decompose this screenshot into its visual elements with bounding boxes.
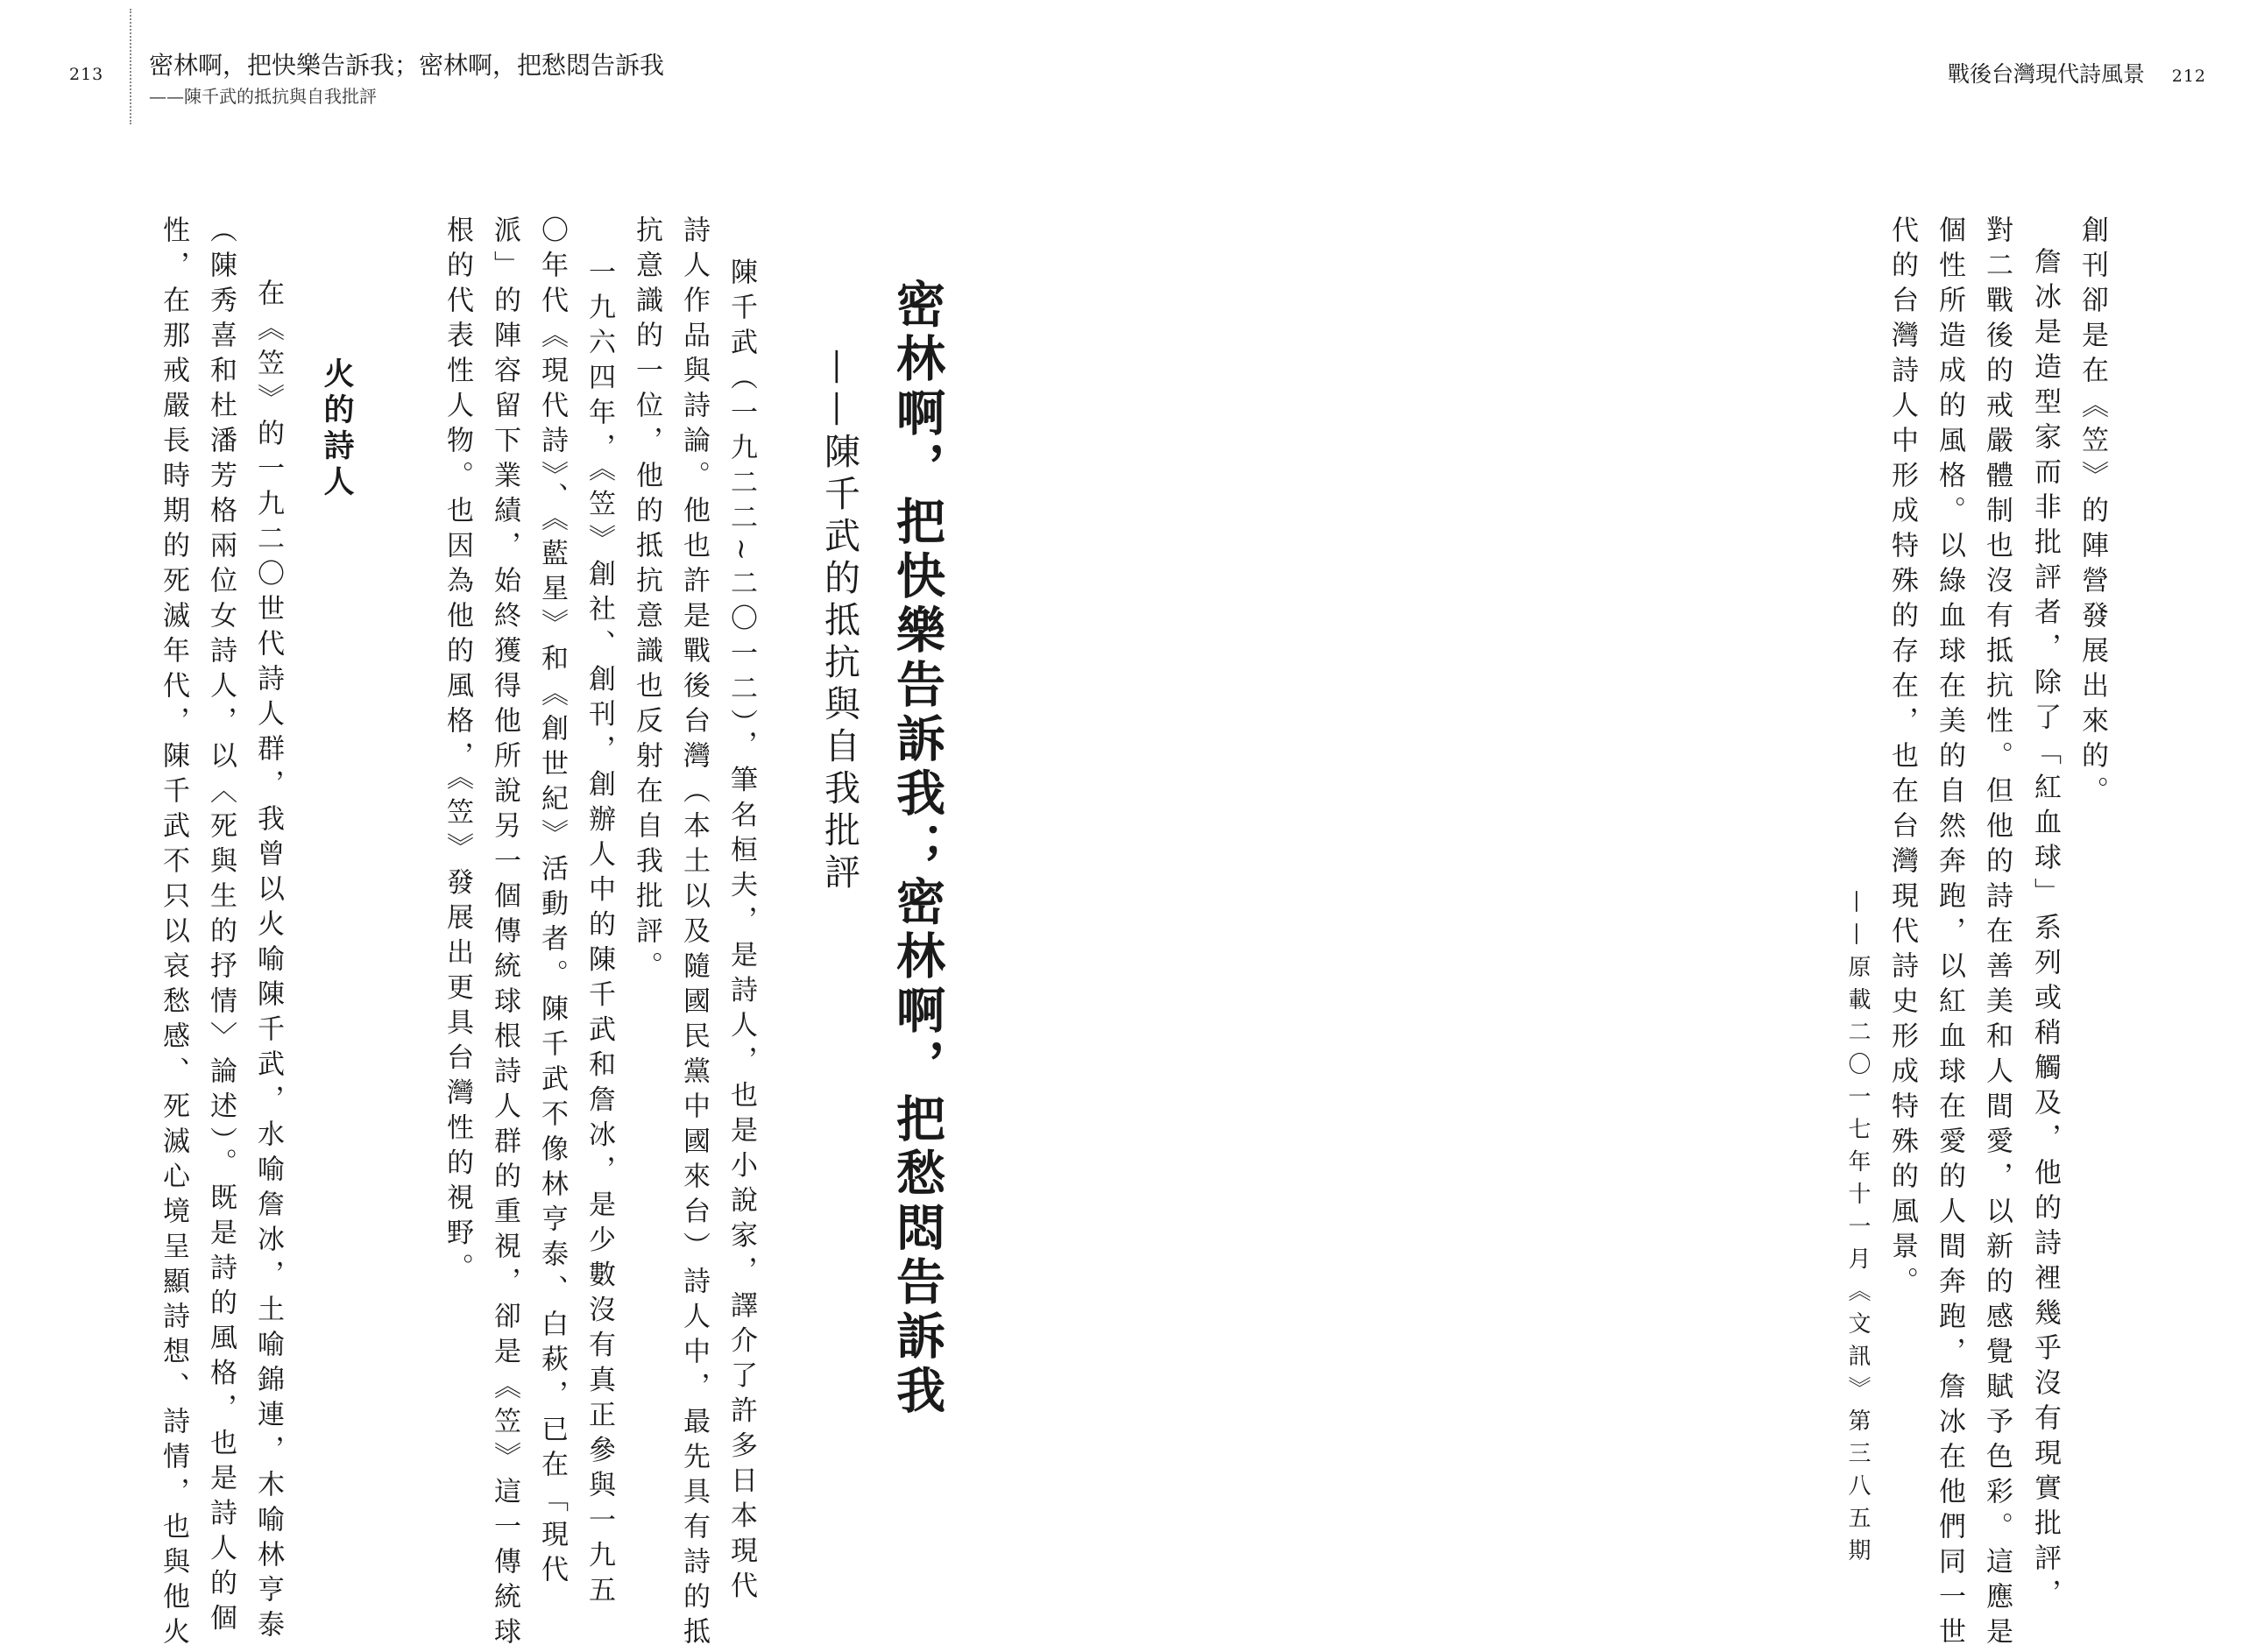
left-paragraph-3-line-1: 在《笠》的一九二〇世代詩人群，我曾以火喻陳千武，水喻詹冰，土喻錦連，木喻林亨泰 xyxy=(252,279,284,1645)
left-running-title: 密林啊，把快樂告訴我；密林啊，把愁悶告訴我 xyxy=(149,51,665,80)
left-paragraph-1-line-2: 詩人作品與詩論。他也許是戰後台灣（本土以及隨國民黨中國來台）詩人中，最先具有詩的抵 xyxy=(678,215,710,1652)
left-paragraph-2-line-4: 根的代表性人物。也因為他的風格，《笠》發展出更具台灣性的視野。 xyxy=(442,215,473,1288)
right-paragraph-2-line-2: 對二戰後的戒嚴體制也沒有抵抗性。但他的詩在善美和人間愛，以新的感覺賦予色彩。這應是 xyxy=(1981,215,2013,1652)
right-paragraph-2-line-3: 個性所造成的風格。以綠血球在美的自然奔跑，以紅血球在愛的人間奔跑，詹冰在他們同一世 xyxy=(1934,215,1965,1652)
right-page-number: 212 xyxy=(2171,67,2206,86)
left-paragraph-3-line-3: 性，在那戒嚴長時期的死滅年代，陳千武不只以哀愁感、死滅心境呈顯詩想、詩情，也與他火 xyxy=(158,215,189,1652)
left-paragraph-3-line-2: （陳秀喜和杜潘芳格兩位女詩人，以〈死與生的抒情〉論述）。既是詩的風格，也是詩人的個 xyxy=(205,215,237,1639)
header-divider xyxy=(130,9,131,124)
right-paragraph-2-line-4: 代的台灣詩人中形成特殊的存在，也在台灣現代詩史形成特殊的風景。 xyxy=(1886,215,1918,1302)
right-paragraph-1-line-1: 創刊卻是在《笠》的陣營發展出來的。 xyxy=(2077,215,2108,811)
right-source-note: ——原載二〇一七年十一月《文訊》第三八五期 xyxy=(1844,890,1871,1571)
right-running-title: 戰後台灣現代詩風景 xyxy=(1947,61,2145,87)
article-subtitle: ——陳千武的抵抗與自我批評 xyxy=(818,349,860,895)
left-paragraph-1-line-1: 陳千武（一九二二~二〇一二），筆名桓夫，是詩人，也是小說家，譯介了許多日本現代 xyxy=(725,258,757,1606)
left-paragraph-2-line-3: 派」的陣容留下業績，始終獲得他所說另一個傳統球根詩人群的重視，卻是《笠》這一傳統球 xyxy=(489,215,520,1652)
right-paragraph-2-line-1: 詹冰是造型家而非批評者，除了「紅血球」系列或稍觸及，他的詩裡幾乎沒有現實批評， xyxy=(2029,247,2061,1613)
section-heading: 火的詩人 xyxy=(319,357,355,501)
left-paragraph-1-line-3: 抗意識的一位，他的抵抗意識也反射在自我批評。 xyxy=(631,215,662,986)
left-paragraph-2-line-2: 〇年代《現代詩》、《藍星》和《創世紀》活動者。陳千武不像林亨泰、白萩，已在「現代 xyxy=(536,215,568,1590)
article-title: 密林啊，把快樂告訴我；密林啊，把愁悶告訴我 xyxy=(888,279,946,1419)
left-paragraph-2-line-1: 一九六四年，《笠》創社、創刊，創辦人中的陳千武和詹冰，是少數沒有真正參與一九五 xyxy=(584,258,615,1611)
left-page-number: 213 xyxy=(69,65,104,84)
left-running-subtitle: ——陳千武的抵抗與自我批評 xyxy=(149,86,377,107)
